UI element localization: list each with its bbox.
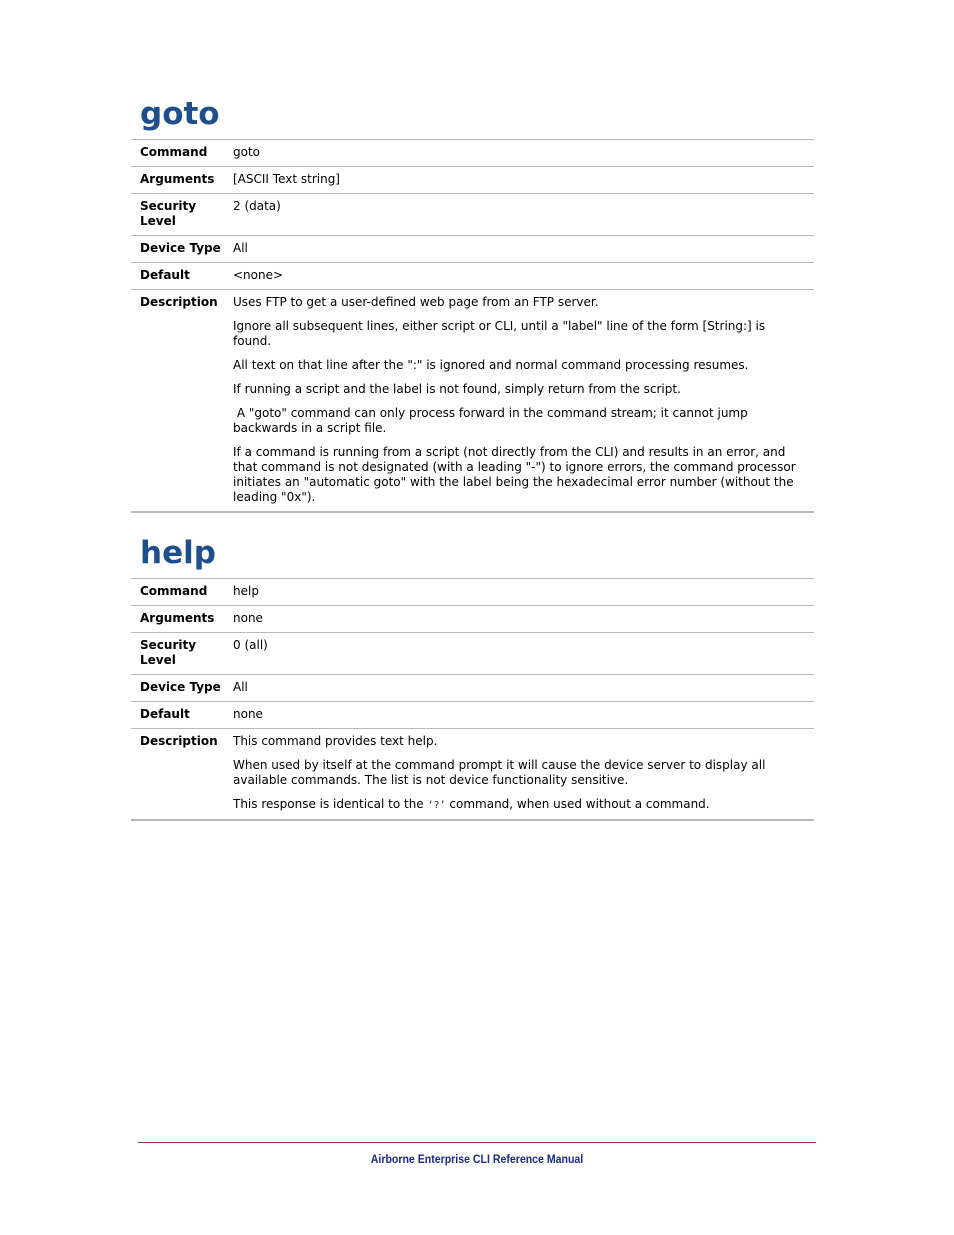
row-label-device-type: Device Type	[140, 680, 221, 694]
question-mark-code: ‘?’	[427, 800, 446, 811]
section-title-goto: goto	[140, 96, 220, 132]
row-value-arguments: none	[233, 611, 263, 625]
row-value-description	[233, 729, 814, 821]
row-label-arguments: Arguments	[140, 611, 215, 625]
row-value-command: help	[233, 584, 259, 598]
description-paragraph	[233, 797, 796, 813]
table-row	[131, 194, 814, 236]
row-value-command: goto	[233, 145, 261, 159]
table-row	[131, 606, 814, 633]
table-row	[131, 167, 814, 194]
table-row	[131, 675, 814, 702]
footer-divider	[138, 1142, 816, 1143]
table-row	[131, 236, 814, 263]
table-row	[131, 579, 814, 606]
row-value-arguments: [ASCII Text string]	[233, 172, 340, 186]
row-label-security-level: Security Level	[140, 638, 197, 667]
description-text: This response is identical to the	[233, 797, 428, 811]
goto-section	[131, 95, 814, 513]
row-label-arguments: Arguments	[140, 172, 215, 186]
row-label-command: Command	[140, 145, 208, 159]
description-paragraph: Ignore all subsequent lines, either script or CLI, until a "label" line of the form [String:] is found.	[233, 319, 766, 348]
row-label-default: Default	[140, 268, 190, 282]
table-row	[131, 633, 814, 675]
table-row	[131, 140, 814, 167]
table-row	[131, 729, 814, 821]
table-row	[131, 702, 814, 729]
description-paragraph: All text on that line after the ":" is ignored and normal command processing resumes.	[233, 358, 749, 372]
table-row	[131, 290, 814, 513]
row-label-description: Description	[140, 295, 218, 309]
row-label-command: Command	[140, 584, 208, 598]
description-paragraph: When used by itself at the command prompt it will cause the device server to display all available commands. The list is not device functionality sensitive.	[233, 758, 766, 787]
row-value-description	[233, 290, 814, 513]
row-label-device-type: Device Type	[140, 241, 221, 255]
help-section	[131, 534, 814, 821]
row-value-security-level: 2 (data)	[233, 199, 281, 213]
row-value-device-type: All	[233, 680, 248, 694]
row-value-default: <none>	[233, 268, 284, 282]
description-paragraph: Uses FTP to get a user-defined web page from an FTP server.	[233, 295, 599, 309]
table-row	[131, 263, 814, 290]
row-value-device-type: All	[233, 241, 248, 255]
description-text: command, when used without a command.	[445, 797, 710, 811]
description-paragraph: If running a script and the label is not found, simply return from the script.	[233, 382, 681, 396]
goto-command-table	[131, 139, 814, 513]
footer-manual-title: Airborne Enterprise CLI Reference Manual	[370, 1152, 584, 1166]
row-label-default: Default	[140, 707, 190, 721]
description-paragraph: If a command is running from a script (not directly from the CLI) and results in an error, and that command is not designated (with a leading "-") to ignore errors, the command processor initiates an "automatic goto" with the label being the hexadecimal error number (without the leading "0x").	[233, 445, 796, 504]
help-command-table	[131, 578, 814, 821]
row-value-security-level: 0 (all)	[233, 638, 268, 652]
row-value-default: none	[233, 707, 263, 721]
description-paragraph: This command provides text help.	[233, 734, 438, 748]
row-label-description: Description	[140, 734, 218, 748]
section-title-help: help	[140, 535, 216, 571]
description-paragraph: A "goto" command can only process forward in the command stream; it cannot jump backwards in a script file.	[233, 406, 752, 435]
row-label-security-level: Security Level	[140, 199, 197, 228]
